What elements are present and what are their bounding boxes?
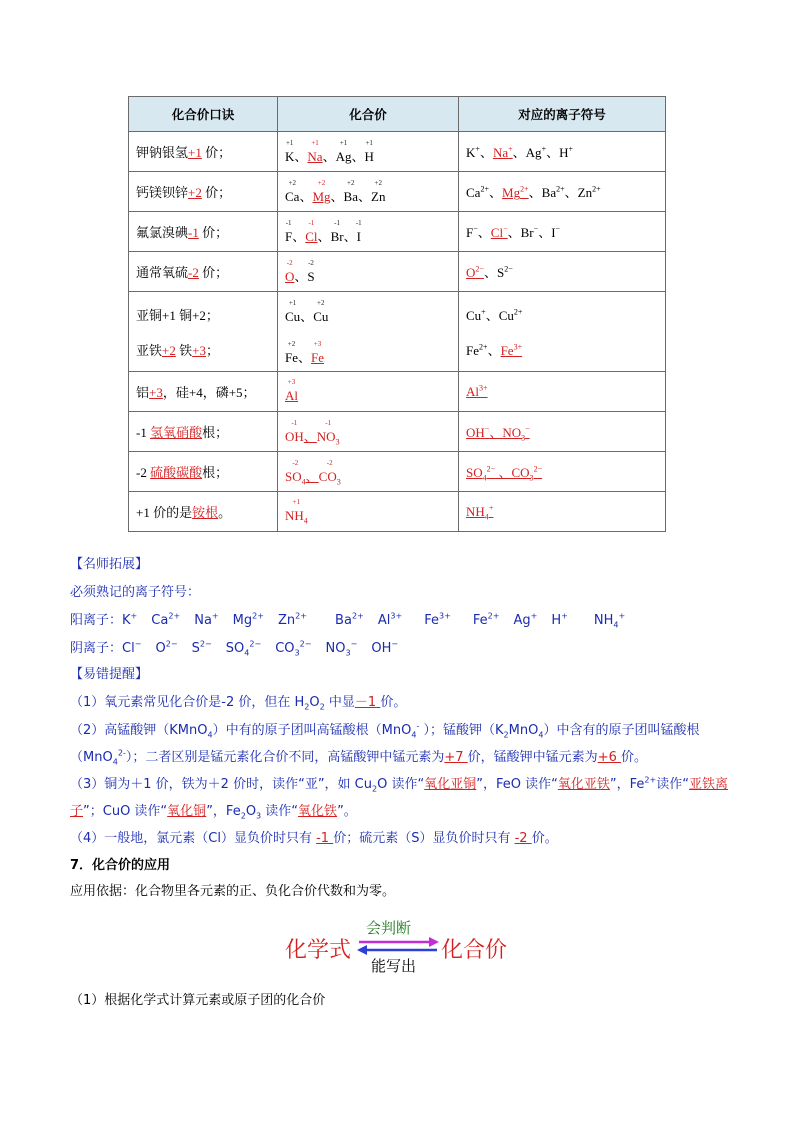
table-row	[129, 132, 666, 172]
ion-cell: $SO_4^{2-}$ 、$CO_3^{2-}$	[459, 452, 666, 492]
valence-cell: +3 Al	[278, 372, 459, 412]
rhyme-cell: 钙镁钡锌+2 价；	[129, 172, 278, 212]
table-row	[129, 252, 666, 292]
table-header-row	[129, 97, 666, 132]
table-row	[129, 452, 666, 492]
cation-label: 阳离子：	[70, 613, 123, 628]
expand-intro: 必须熟记的离子符号：	[70, 585, 201, 600]
rhyme-cell: -2 硫酸碳酸根；	[129, 452, 278, 492]
valence-cell: +1 $NH_4$	[278, 492, 459, 532]
diagram-formula-label: 化学式	[285, 938, 352, 963]
valence-cell: -1 F、 -1 Cl、 -1 Br、 -1 I	[278, 212, 459, 252]
error-point-4: （4）一般地，氯元素（Cl）显负价时只有 -1 价；硫元素（S）显负价时只有 -2 价。	[70, 831, 558, 846]
ion-cell: $Ca^{2+}$、$Mg^{2+}$、$Ba^{2+}$、$Zn^{2+}$	[459, 172, 666, 212]
valence-cell: -2 $SO_4$、 -2 $CO_3$	[278, 452, 459, 492]
valence-cell: -1 OH、 -1 $NO_3$	[278, 412, 459, 452]
table-row	[129, 412, 666, 452]
error-point-3: （3）铜为＋1 价，铁为＋2 价时，读作“亚”，如 $Cu_2O$ 读作“氧化亚铜”，FeO 读作“氧化亚铁”，$Fe^{2+}$读作“亚铁离子”；CuO 读作“氧化铜”，$Fe_2O_3$ 读作“氧化铁”。	[70, 775, 729, 821]
double-arrow-icon	[357, 937, 439, 955]
table-row	[129, 172, 666, 212]
ion-cell: F−、Cl−、Br−、I−	[459, 212, 666, 252]
rhyme-cell: 氟氯溴碘-1 价；	[129, 212, 278, 252]
header-ion-symbol: 对应的离子符号	[459, 97, 666, 132]
ion-cell: OH−、$NO_3^-$	[459, 412, 666, 452]
valence-cell: +1 Cu、 +2 Cu +2 Fe、 +3 Fe	[278, 292, 459, 372]
ion-cell: $O^{2-}$、$S^{2-}$	[459, 252, 666, 292]
cation-list: 阳离子：K+ $Ca^{2+}$ Na+ $Mg^{2+}$ $Zn^{2+}$ $Ba^{2+}$ $Al^{3+}$ $Fe^{3+}$ $Fe^{2+}$ Ag+ H+ $NH_4^+$	[70, 611, 626, 630]
rhyme-cell: 铝+3，硅+4，磷+5；	[129, 372, 278, 412]
anion-label: 阴离子：	[70, 641, 123, 656]
header-rhyme: 化合价口诀	[129, 97, 278, 132]
rhyme-cell: 通常氧硫-2 价；	[129, 252, 278, 292]
section-7-title: 7．化合价的应用	[70, 858, 171, 873]
application-basis: 应用依据：化合物里各元素的正、负化合价代数和为零。	[70, 884, 396, 899]
header-valence: 化合价	[278, 97, 459, 132]
table-row	[129, 292, 666, 372]
rhyme-cell: -1 氢氧硝酸根；	[129, 412, 278, 452]
error-point-1: （1）氧元素常见化合价是-2 价，但在 $H_2O_2$ 中显－1 价。	[70, 695, 407, 712]
ion-cell: $Al^{3+}$	[459, 372, 666, 412]
ion-cell: $NH_4^+$	[459, 492, 666, 532]
table-row	[129, 372, 666, 412]
diagram-valence-label: 化合价	[441, 938, 508, 963]
rhyme-cell: 亚铜+1 铜+2； 亚铁+2 铁+3；	[129, 292, 278, 372]
error-point-2: （2）高锰酸钾（KMnO$_4$）中有的原子团叫高锰酸根（MnO$_4$- ）；锰酸钾$(K_2MnO_4)$中含有的原子团叫锰酸根（MnO$_4^{2-}$）；二者区别是锰元素化合价不同，高锰酸钾中锰元素为+7 价，锰酸钾中锰元素为+6 价。	[70, 721, 700, 767]
valence-table	[128, 96, 666, 532]
valence-cell: -2 O、 -2 S	[278, 252, 459, 292]
table-row	[129, 492, 666, 532]
table-row	[129, 212, 666, 252]
diagram-judge-label: 会判断	[366, 919, 412, 937]
rhyme-cell: +1 价的是铵根。	[129, 492, 278, 532]
formula-valence-diagram	[285, 915, 515, 975]
rhyme-cell: 钾钠银氢+1 价；	[129, 132, 278, 172]
valence-cell: +2 Ca、 +2 Mg、 +2 Ba、 +2 Zn	[278, 172, 459, 212]
valence-cell: +1 K、 +1 Na、 +1 Ag、 +1 H	[278, 132, 459, 172]
diagram-write-label: 能写出	[371, 957, 417, 975]
expand-heading: 【名师拓展】	[70, 557, 149, 572]
subsection-1-title: （1）根据化学式计算元素或原子团的化合价	[70, 993, 326, 1008]
ion-cell: Cu+、$Cu^{2+}$ $Fe^{2+}$、$Fe^{3+}$	[459, 292, 666, 372]
errors-heading: 【易错提醒】	[70, 667, 149, 682]
ion-cell: K+、Na+、Ag+、H+	[459, 132, 666, 172]
anion-list: 阴离子：Cl− $O^{2-}$ $S^{2-}$ $SO_4^{2-}$ $CO_3^{2-}$ $NO_3^-$ OH−	[70, 639, 399, 658]
